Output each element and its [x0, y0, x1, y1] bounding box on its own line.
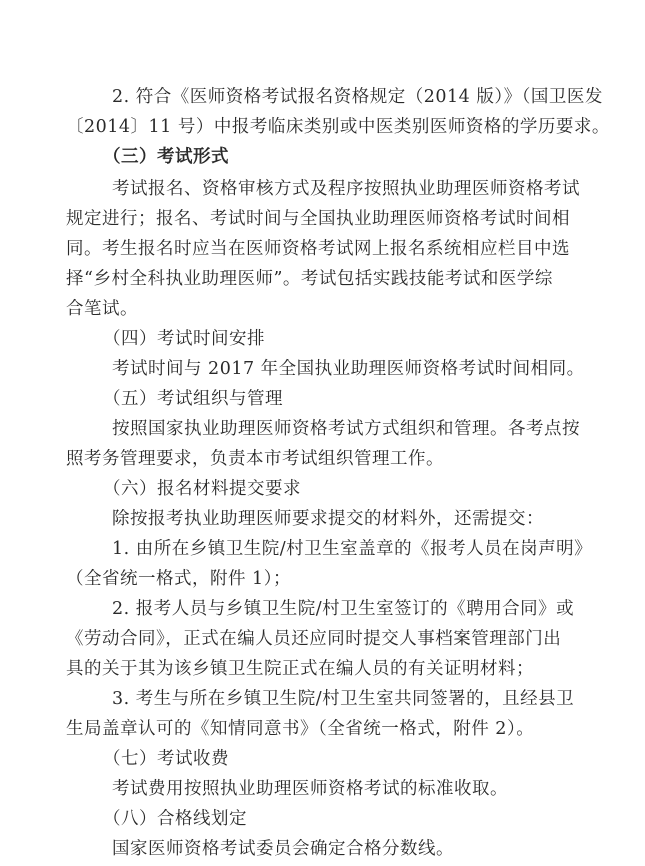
paragraph-line: 规定进行；报名、考试时间与全国执业助理医师资格考试时间相	[66, 209, 570, 229]
paragraph-line: 按照国家执业助理医师资格考试方式组织和管理。各考点按	[112, 419, 580, 439]
paragraph-line: 照考务管理要求，负责本市考试组织管理工作。	[66, 449, 444, 469]
paragraph-line: 2. 符合《医师资格考试报名资格规定（2014 版）》（国卫医发	[112, 87, 603, 107]
section-heading-8: （八）合格线划定	[103, 809, 247, 829]
paragraph-line: 国家医师资格考试委员会确定合格分数线。	[112, 839, 454, 859]
paragraph-line: 合笔试。	[66, 299, 138, 319]
paragraph-line: （全省统一格式，附件 1）；	[66, 569, 291, 589]
paragraph-line: 择“乡村全科执业助理医师”。考试包括实践技能考试和医学综	[66, 269, 553, 289]
paragraph-line: 考试费用按照执业助理医师资格考试的标准收取。	[112, 779, 508, 799]
paragraph-line: 生局盖章认可的《知情同意书》（全省统一格式，附件 2）。	[66, 719, 535, 739]
section-heading-7: （七）考试收费	[103, 749, 229, 769]
paragraph-line: 考试时间与 2017 年全国执业助理医师资格考试时间相同。	[112, 359, 585, 379]
list-item-2: 2. 报考人员与乡镇卫生院/村卫生室签订的《聘用合同》或	[112, 599, 575, 619]
list-item-1: 1. 由所在乡镇卫生院/村卫生室盖章的《报考人员在岗声明》	[112, 539, 593, 559]
paragraph-line: 考试报名、资格审核方式及程序按照执业助理医师资格考试	[112, 179, 580, 199]
list-item-3: 3. 考生与所在乡镇卫生院/村卫生室共同签署的，且经县卫	[112, 689, 575, 709]
paragraph-line: 具的关于其为该乡镇卫生院正式在编人员的有关证明材料；	[66, 659, 534, 679]
section-heading-6: （六）报名材料提交要求	[103, 479, 301, 499]
section-heading-3: （三）考试形式	[103, 147, 229, 167]
paragraph-line: 《劳动合同》，正式在编人员还应同时提交人事档案管理部门出	[66, 629, 562, 649]
section-heading-5: （五）考试组织与管理	[103, 389, 283, 409]
paragraph-line: 同。考生报名时应当在医师资格考试网上报名系统相应栏目中选	[66, 239, 570, 259]
paragraph-line: 除按报考执业助理医师要求提交的材料外，还需提交：	[112, 509, 544, 529]
section-heading-4: （四）考试时间安排	[103, 329, 265, 349]
paragraph-line: 〔2014〕11 号）中报考临床类别或中医类别医师资格的学历要求。	[66, 117, 610, 137]
